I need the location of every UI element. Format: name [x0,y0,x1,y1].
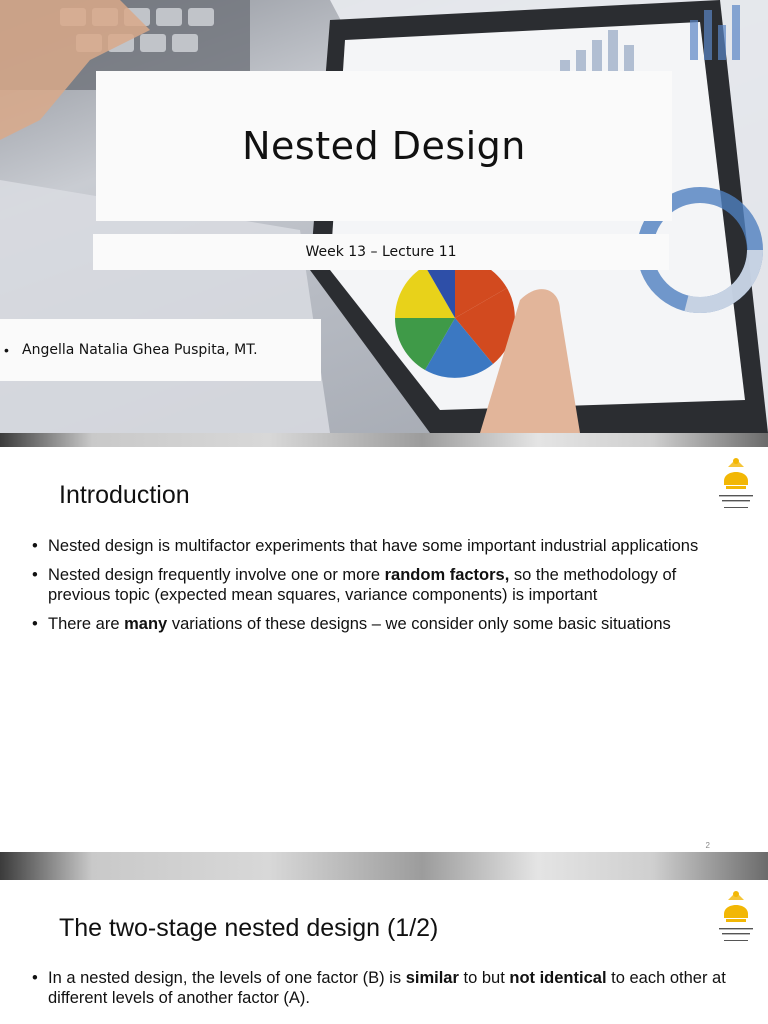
title-slide [0,0,768,433]
author-name: Angella Natalia Ghea Puspita, MT. [22,342,258,358]
author-box [0,319,321,381]
lecture-subtitle: Week 13 – Lecture 11 [305,244,457,260]
university-logo-icon [716,455,756,517]
university-logo-icon [716,888,756,950]
slide-divider [0,852,768,880]
bullet-list [32,968,728,1017]
list-item: • There are many variations of these designs – we consider only some basic situations [32,614,728,634]
slide-title: Introduction [59,481,190,509]
slide-divider [0,433,768,447]
list-item: • Nested design is multifactor experiments that have some important industrial applications [32,536,728,556]
bullet-icon: • [4,342,9,358]
list-item: • Nested design frequently involve one or more random factors, so the methodology of previous topic (expected mean squares, variance components) is important [32,565,728,605]
presentation-title: Nested Design [242,124,526,168]
introduction-slide [0,447,768,852]
bullet-list [32,536,728,643]
page-number: 2 [705,841,710,850]
list-item: • In a nested design, the levels of one factor (B) is similar to but not identical to each other at different levels of another factor (A). [32,968,728,1008]
subtitle-box [93,234,669,270]
two-stage-nested-slide [0,880,768,1024]
title-box [96,71,672,221]
slide-title: The two-stage nested design (1/2) [59,914,439,942]
